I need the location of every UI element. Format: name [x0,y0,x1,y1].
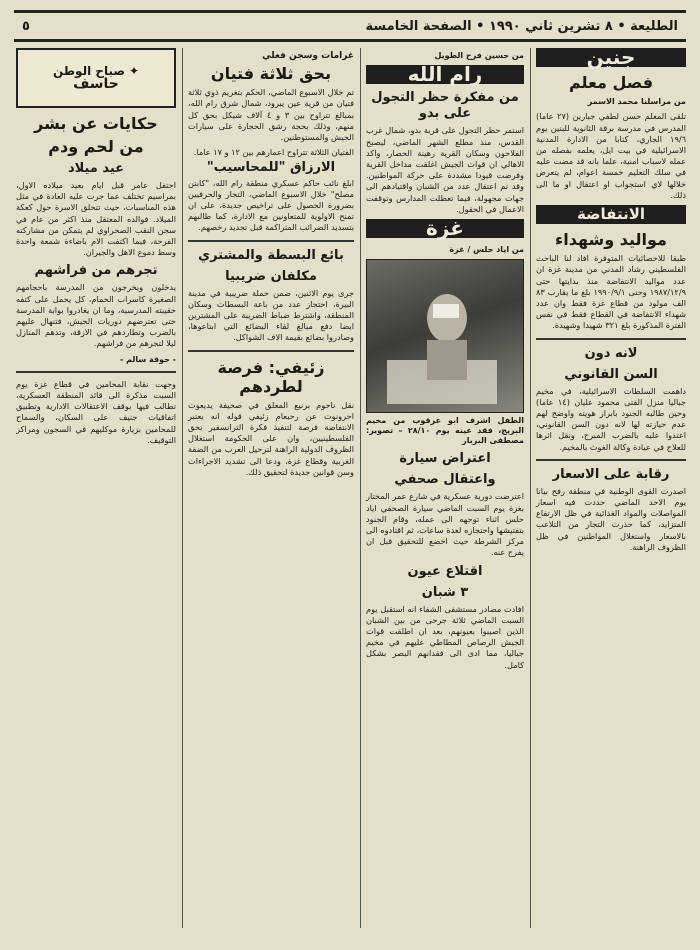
article-birthday: احتفل عامر قبل ايام بعيد ميلاده الاول، بمراسيم تختلف عما جرت عليه العادة في مثل هذه المناسبات، حيث تتحلق الاسرة حول كعكة الميلاد. فوالده المعتقل منذ اكثر من عام في سجن النقب الصحراوي لم يتمكن من مشاركته الفرحة، فيما اكتفت الام باضاءة شمعة واحدة وسط دموع الاهل والجيران. [16,180,176,258]
headline-dragged: تجرهم من فراشهم [34,263,158,279]
article-births: طبقا للاحصائيات المتوفرة افاد لنا الباحث الفلسطيني رشاد المدني من مدينة غزة ان عدد مواليد الانتفاضة منذ بدايتها حتى ١٩٨٧/١٢/٩ وحتى ١٩٩٠/٩/١ بلغ ما يقارب ٨٣ الف مولود من قطاع غزة فقط وان عدد شهداء الانتفاضة في القطاع فقط في نفس الفترة المذكورة بلغ ٣٢١ شهيدا وشهيدة. [536,253,686,331]
headline-car-2: واعتقال صحفي [394,472,496,488]
article-fines: تم خلال الاسبوع الماضي، الحكم بتغريم ذوي ثلاثة فتيان من قرية عين يبرود، شمال شرق رام الله، بمبالغ تتراوح بين ٣ و ٤ آلاف شيكل بحق كل منهم، وذلك بحجة رشق الحجارة على سيارات الجيش والمستوطنين. [188,87,354,143]
divider [536,338,686,340]
headline-car: اعتراض سيارة [399,451,491,467]
column-stories [16,48,176,928]
headline-eyes: اقتلاع عيون [407,563,483,579]
article-vendor: جرى يوم الاثنين، ضمن حملة ضريبية في مدينة البيرة، احتجاز عدد من باعة البسطات وسكان المنطقة، واشترط ضباط الضريبة على المشترين ايضا دفع مبالغ لقاء البضائع التي ابتاعوها، وصادروا بضائع بقيمة الاف الشواكل. [188,287,354,343]
divider [536,459,686,461]
article-curfew: استمر حظر التجول على قرية بدو، شمال غرب القدس، منذ مطلع الشهر الماضي، ليصبح الفلاحون وسكان القرية رهينة الحصار، واكد الاهالي ان قوات الجيش اغلقت مداخل القرية وفرضت قيودا مشددة على حركة المواطنين. وقد تم اعتقال عدد من الشبان واقتيادهم الى جهات مجهولة، فيما تعطلت المدارس وتوقفت الاعمال في الحقول. [366,125,524,214]
column-ramallah-gaza [360,48,524,928]
column-fines [182,48,354,928]
article-teacher: تلقى المعلم حسن لطفي جبارين (٢٧ عاما) المدرس في مدرسة برقة الثانوية للبنين يوم ١٩/٦ الجاري، كتابا من الادارة المدنية الاسرائيلية في بيت ايل، يعلمه بفصله من عمله لاسباب امنية، علما بانه قد مضت عليه في سلك التعليم خمسة اعوام، لم يتعرض خلالها لاي استجواب او اعتقال او ما الى ذلك. [536,111,686,200]
headline-fines: بحق ثلاثة فتيان [210,64,332,84]
article-underage: داهمت السلطات الاسرائيلية، في مخيم جباليا منزل الفتى محمود عليان (١٤ عاما) وحين طالبه الجنود بابراز هويته واوضح لهم عدم حيازته لها لانه دون السن القانوني، اعتدوا عليه بالضرب المبرح، ونقل اثرها للعلاج في عيادة وكالة الغوث بالمخيم. [536,385,686,452]
article-lawyers: وجهت نقابة المحامين في قطاع غزة يوم السبت مذكرة الى قائد المنطقة العسكرية، تطالب فيها بوقف الاعتقالات الادارية وتطبيق اتفاقيات جنيف على السكان، والسماح للمحامين بزيارة موكليهم في السجون ومراكز التوقيف. [16,378,176,445]
column-logo [16,48,176,108]
headline-births: مواليد وشهداء [555,230,667,250]
logo-subtitle: حاسف [73,76,119,92]
divider [16,371,176,373]
photo-injured-child [366,259,524,413]
signature: - حوقة سالم - [119,354,176,364]
headline-prices: رقابة على الاسعار [552,466,670,482]
headline-stories-2: من لحم ودم [48,137,144,156]
headline-birthday: عيد ميلاد [67,161,125,176]
headline-vendor: بائع البسطة والمشتري [198,247,344,263]
article-livelihoods: ابلغ نائب حاكم عسكري منطقة رام الله، "كابتن مصلح" خلال الاسبوع الماضي، التجار والحرفيين بضرورة الحصول على تراخيص جديدة، على ان تمنح الاولوية للمتعاونين مع الادارة، كما طالبهم بتسديد الضرائب المتراكمة قبل تجديد رخصهم. [188,177,354,233]
headline-vendor-2: مكلفان ضريبيا [225,268,317,284]
logo-title-text: صباح الوطن [52,63,126,78]
article-eyes: افادت مصادر مستشفى الشفاء انه استقبل يوم السبت الماضي ثلاثة جرحى من بين الشبان الذين اصيبوا بعيونهم، بعد ان اطلقت قوات الجيش الرصاص المطاطي عليهم في مخيم جباليا، مما ادى الى فقدانهم البصر بشكل كامل. [366,603,524,670]
article-prices: اصدرت القوى الوطنية في منطقة رفح بيانا يوم الاحد الماضي حددت فيه اسعار المواصلات والمواد الغذائية في ظل الارتفاع المتزايد، كما حذرت التجار من التلاعب بالاسعار واستغلال المواطنين في ظل الظروف الراهنة. [536,485,686,552]
section-title-jenin: جنين [536,48,686,67]
headline-underage-2: السن القانوني [564,366,658,382]
section-title-intifada: الانتفاضة [536,205,686,224]
divider [188,240,354,242]
article-zeevi: نقل ناحوم برنيع المعلق في صحيفة يديعوت احرونوت عن رحبعام زئيفي قوله انه يعتبر الانتفاضة فرصة لتنفيذ فكرة الترانسفير بحق الفلسطينيين، وان على الحكومة استغلال الظروف الدولية الراهنة لترحيل العرب من الضفة الغربية وقطاع غزة، ودعا الى تشديد الاجراءات وسن قوانين جديدة لتحقيق ذلك. [188,399,354,477]
headline-eyes-2: ٣ شبان [421,584,469,600]
article-fines-2: الفتيان الثلاثة تتراوح اعمارهم بين ١٢ و ١٧ عاما. [193,147,354,158]
headline-underage: لانه دون [584,345,638,361]
divider [188,350,354,352]
headline-zeevi: زئيفي: فرصة لطردهم [217,357,325,396]
byline-gaza: من اياد حلس / غزة [449,245,524,255]
headline-teacher: فصل معلم [568,73,654,93]
columns [14,48,686,928]
dove-icon: ✦ [129,63,140,78]
headline-stories: حكايات عن بشر [34,114,158,133]
headline-livelihoods: الارزاق "للمحاسيب" [206,160,336,176]
article-dragged: يدخلون ويخرجون من المدرسة باحجامهم الصغيرة كاسراب الحمام، كل يحمل على كتفه حقيبته المدرسية، وما ان يغادروا بوابة المدرسة حتى تعترضهم دوريات الجيش، فتنهال عليهم بالضرب وتطاردهم في الازقة، وتدهم المنازل ليلا لتجرهم من فراشهم. [16,282,176,349]
section-title-gaza: غزة [366,219,524,238]
article-car: اعترضت دورية عسكرية في شارع عمر المختار بغزة يوم السبت الماضي سيارة الصحفي اياد حلس اثناء توجهه الى عمله، وقام الجنود بتفتيشها واحتجازه لعدة ساعات، ثم اقتادوه الى مركز الشرطة حيث اخضع للتحقيق قبل ان يفرج عنه. [366,491,524,558]
headline-curfew: من مفكرة حظر التجول على بدو [371,90,519,122]
column-jenin [530,48,686,928]
photo-caption: الطفل اشرف ابو عرقوب من مخيم البريج، فقد عينه يوم ٢٨/١٠ – تصوير: مصطفى البربار [366,416,524,446]
byline-ramallah: من حسين فرح الطويل [434,51,524,60]
section-title-ramallah: رام الله [366,65,524,84]
kicker-fines: غرامات وسجن فعلي [262,51,354,61]
masthead-text: الطليعة • ٨ تشرين ثاني ١٩٩٠ • الصفحة الخامسة [365,18,678,34]
masthead-bar [14,10,686,42]
photo-figure-icon [367,260,517,410]
byline-jenin: من مراسلنا محمد الاسمر [587,97,686,107]
page-number: ٥ [22,18,30,34]
